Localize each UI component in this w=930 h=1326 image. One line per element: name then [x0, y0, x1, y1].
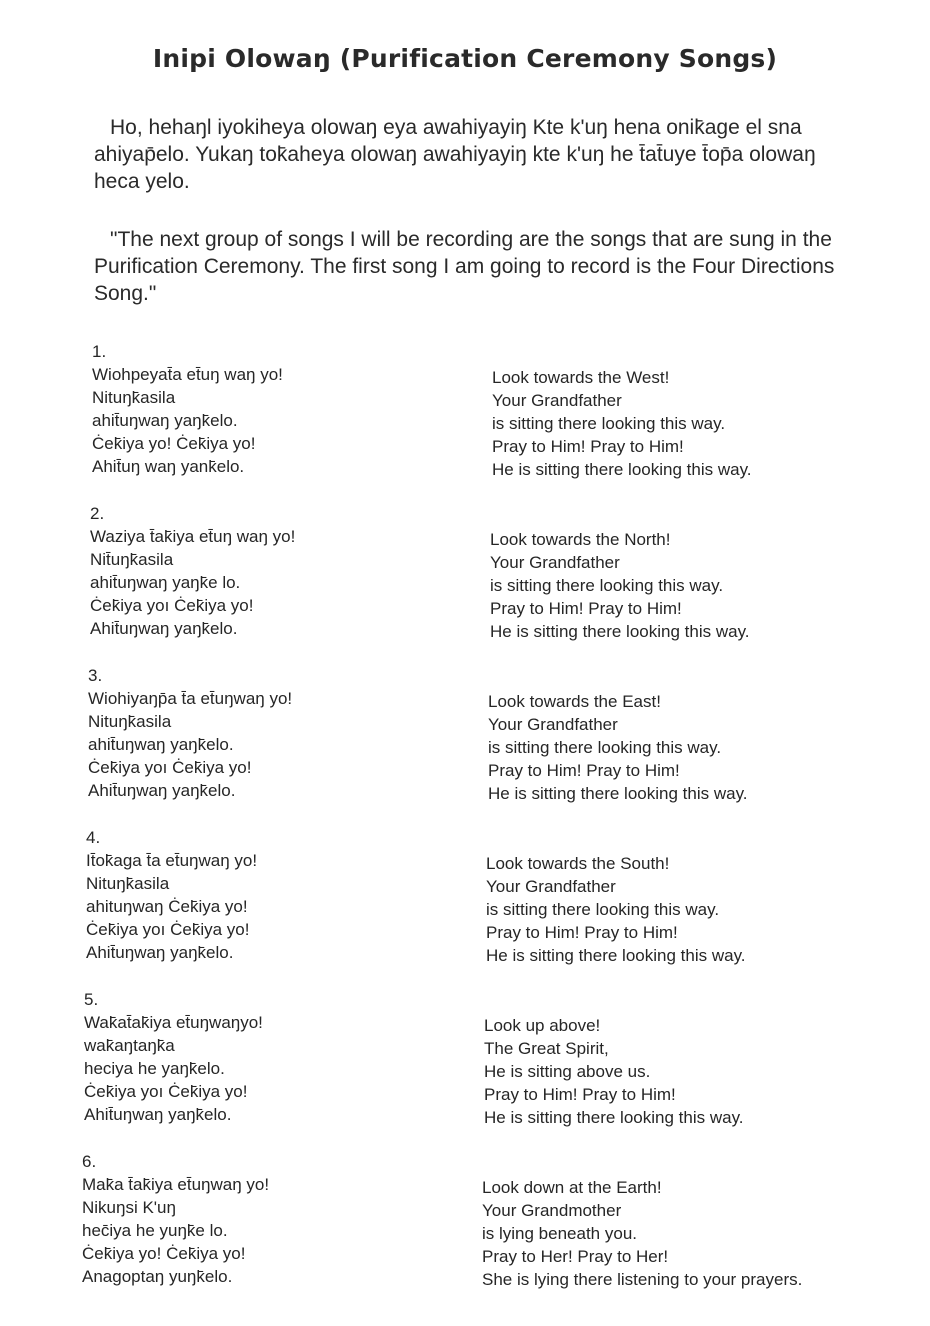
lakota-line: wak̄aŋtaŋk̄a — [84, 1036, 175, 1055]
song-lakota-text — [82, 1173, 482, 1291]
english-line: He is sitting there looking this way. — [490, 622, 750, 641]
lakota-line: Ahit̄uŋwaŋ yaŋk̄elo. — [88, 781, 236, 800]
english-line: is lying beneath you. — [482, 1224, 637, 1243]
song-number: 6. — [82, 1152, 97, 1171]
lakota-line: Nituŋk̄asila — [86, 874, 170, 893]
lakota-line: ahituŋwaŋ Ċek̄iya yo! — [86, 897, 248, 916]
english-line: Look towards the South! — [486, 854, 670, 873]
english-line: He is sitting there looking this way. — [492, 460, 752, 479]
intro-lakota-paragraph: Ho, hehaŋl iyokiheya olowaŋ eya awahiyayiŋ Kte k'uŋ hena onik̄age el sna ahiyap̄elo. Yukaŋ tok̄aheya olowaŋ awahiyayiŋ kte k'uŋ he t̄at̄uye t̄op̄a olowaŋ heca yelo. — [94, 116, 816, 193]
lakota-line: Anagoptaŋ yuŋk̄elo. — [82, 1267, 233, 1286]
song-number: 2. — [90, 504, 105, 523]
song-english-translation — [484, 1014, 864, 1129]
song-5 — [84, 988, 864, 1129]
lakota-line: Mak̄a t̄ak̄iya et̄uŋwaŋ yo! — [82, 1175, 270, 1194]
song-lakota-text — [90, 525, 490, 643]
song-english-translation — [492, 366, 872, 481]
english-line: He is sitting there looking this way. — [484, 1108, 744, 1127]
lakota-line: heciya he yaŋk̄elo. — [84, 1059, 225, 1078]
lakota-line: Ahit̄uŋ waŋ yank̄elo. — [92, 457, 245, 476]
song-number: 5. — [84, 990, 99, 1009]
lakota-line: ahit̄uŋwaŋ yaŋk̄elo. — [88, 735, 234, 754]
english-line: The Great Spirit, — [484, 1039, 609, 1058]
lakota-line: Nit̄uŋk̄asila — [90, 550, 174, 569]
english-line: She is lying there listening to your prayers. — [482, 1270, 803, 1289]
song-english-translation — [482, 1176, 862, 1291]
lakota-line: Ahit̄uŋwaŋ yaŋk̄elo. — [86, 943, 234, 962]
song-6 — [82, 1150, 862, 1291]
english-line: Look down at the Earth! — [482, 1178, 662, 1197]
song-lakota-text — [84, 1011, 484, 1129]
song-lakota-text — [86, 849, 486, 967]
song-english-translation — [488, 690, 868, 805]
english-line: Your Grandfather — [490, 553, 620, 572]
lakota-line: Ċek̄iya yo! Ċek̄iya yo! — [92, 434, 256, 453]
english-line: He is sitting there looking this way. — [488, 784, 748, 803]
lakota-line: Wiohpeyat̄a et̄uŋ waŋ yo! — [92, 365, 283, 384]
lakota-line: ahit̄uŋwaŋ yaŋk̄elo. — [92, 411, 238, 430]
lakota-line: Nituŋk̄asila — [88, 712, 172, 731]
page-title: Inipi Olowaŋ (Purification Ceremony Songs) — [152, 44, 778, 73]
song-lakota-text — [88, 687, 488, 805]
english-line: Your Grandfather — [488, 715, 618, 734]
english-line: Look up above! — [484, 1016, 601, 1035]
lakota-line: Ċek̄iya yoı Ċek̄iya yo! — [90, 596, 254, 615]
lakota-line: Ċek̄iya yoı Ċek̄iya yo! — [88, 758, 252, 777]
lakota-line: Ċek̄iya yo! Ċek̄iya yo! — [82, 1244, 246, 1263]
lakota-line: Ahit̄uŋwaŋ yaŋk̄elo. — [84, 1105, 232, 1124]
english-line: Look towards the North! — [490, 530, 671, 549]
english-line: Pray to Him! Pray to Him! — [488, 761, 680, 780]
lakota-line: Ċek̄iya yoı Ċek̄iya yo! — [84, 1082, 248, 1101]
intro-english-paragraph: "The next group of songs I will be recording are the songs that are sung in the Purification Ceremony. The first song I am going to record is the Four Directions Song." — [94, 228, 835, 305]
song-english-translation — [490, 528, 870, 643]
english-line: Pray to Him! Pray to Him! — [486, 923, 678, 942]
lakota-line: Ahit̄uŋwaŋ yaŋk̄elo. — [90, 619, 238, 638]
song-number: 1. — [92, 342, 107, 361]
song-lakota-text — [92, 363, 492, 481]
lakota-line: Wak̄at̄ak̄iya et̄uŋwaŋyo! — [84, 1013, 263, 1032]
lakota-line: hec̄iya he yuŋk̄e lo. — [82, 1221, 228, 1240]
song-4 — [86, 826, 866, 967]
song-number: 4. — [86, 828, 101, 847]
english-line: Your Grandfather — [492, 391, 622, 410]
song-english-translation — [486, 852, 866, 967]
english-line: Your Grandfather — [486, 877, 616, 896]
english-line: is sitting there looking this way. — [492, 414, 726, 433]
song-1 — [92, 340, 872, 481]
english-line: He is sitting there looking this way. — [486, 946, 746, 965]
english-line: Pray to Him! Pray to Him! — [484, 1085, 676, 1104]
english-line: He is sitting above us. — [484, 1062, 651, 1081]
english-line: is sitting there looking this way. — [490, 576, 724, 595]
english-line: Your Grandmother — [482, 1201, 622, 1220]
song-3 — [88, 664, 868, 805]
song-2 — [90, 502, 870, 643]
english-line: Pray to Him! Pray to Him! — [492, 437, 684, 456]
lakota-line: ahit̄uŋwaŋ yaŋk̄e lo. — [90, 573, 241, 592]
lakota-line: Waziya t̄ak̄iya et̄uŋ waŋ yo! — [90, 527, 296, 546]
english-line: is sitting there looking this way. — [486, 900, 720, 919]
english-line: Look towards the East! — [488, 692, 661, 711]
lakota-line: Ċek̄iya yoı Ċek̄iya yo! — [86, 920, 250, 939]
english-line: Pray to Him! Pray to Him! — [490, 599, 682, 618]
english-line: Pray to Her! Pray to Her! — [482, 1247, 669, 1266]
english-line: Look towards the West! — [492, 368, 670, 387]
english-line: is sitting there looking this way. — [488, 738, 722, 757]
song-number: 3. — [88, 666, 103, 685]
lakota-line: Nikuŋsi K'uŋ — [82, 1198, 176, 1217]
lakota-line: Wiohiyaŋp̄a t̄a et̄uŋwaŋ yo! — [88, 689, 293, 708]
lakota-line: Nituŋk̄asila — [92, 388, 176, 407]
lakota-line: It̄ok̄aga t̄a et̄uŋwaŋ yo! — [86, 851, 258, 870]
